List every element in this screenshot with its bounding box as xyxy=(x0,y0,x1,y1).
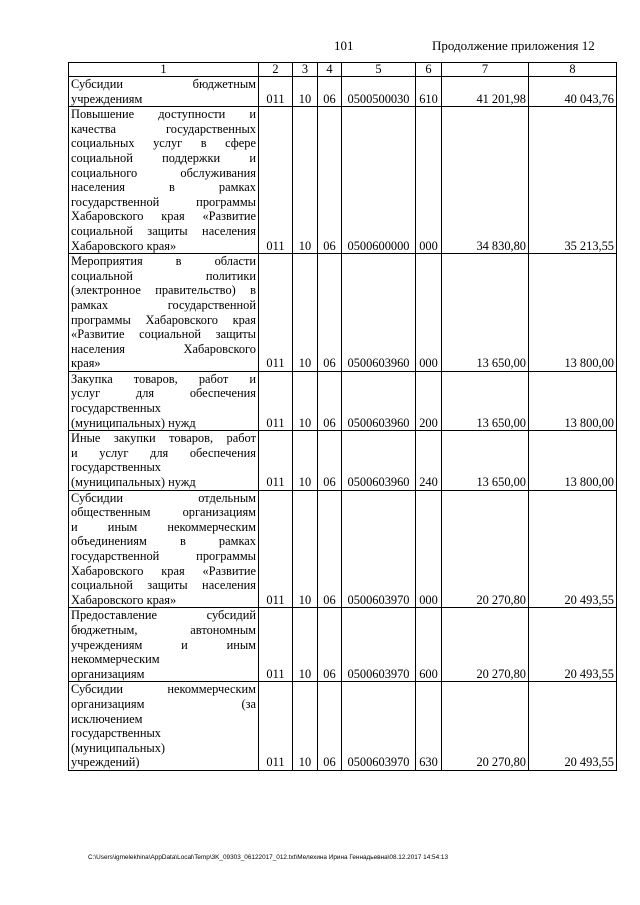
table-row xyxy=(69,107,617,254)
row-name-line: государственных xyxy=(71,401,162,416)
ministry-code-cell: 011 xyxy=(259,682,293,771)
expense-type-cell: 240 xyxy=(416,431,442,490)
row-name-line: социальной политики xyxy=(71,268,256,283)
table-row xyxy=(69,254,617,372)
row-name-line: социальной защиты населения xyxy=(71,223,256,238)
row-name-line: Субсидии бюджетным xyxy=(71,77,256,91)
expense-type-cell: 600 xyxy=(416,608,442,682)
column-header: 2 xyxy=(259,63,293,77)
target-article-cell: 0500603960 xyxy=(342,254,416,372)
row-name-line: и иным некоммерческим xyxy=(71,519,256,534)
row-name-line: общественным организациям xyxy=(71,505,256,520)
row-name-line: Хабаровского края» xyxy=(71,238,177,253)
section-code-cell: 10 xyxy=(293,107,318,254)
row-name-cell xyxy=(69,608,259,682)
subsection-code-cell: 06 xyxy=(318,107,342,254)
expense-type-cell: 000 xyxy=(416,490,442,608)
page-number: 101 xyxy=(334,38,354,53)
table-row xyxy=(69,490,617,608)
row-name-line: (муниципальных) нужд xyxy=(71,475,196,490)
row-name-line: государственной программы xyxy=(71,549,256,563)
amount-year1-cell: 13 650,00 xyxy=(442,371,529,430)
section-code-cell: 10 xyxy=(293,490,318,608)
subsection-code-cell: 06 xyxy=(318,431,342,490)
table-row xyxy=(69,608,617,682)
column-header: 4 xyxy=(318,63,342,77)
row-name-line: учреждений) xyxy=(71,755,140,770)
expense-type-cell: 630 xyxy=(416,682,442,771)
row-name-line: услуг для обеспечения xyxy=(71,386,256,401)
row-name-line: Субсидии некоммерческим xyxy=(71,682,256,697)
amount-year2-cell: 13 800,00 xyxy=(529,254,617,372)
row-name-line: социальной поддержки и xyxy=(71,150,256,165)
target-article-cell: 0500603970 xyxy=(342,608,416,682)
row-name-line: (электронное правительство) в xyxy=(71,283,256,298)
row-name-line: Хабаровского края «Развитие xyxy=(71,563,256,578)
row-name-line: исключением xyxy=(71,711,143,726)
row-name-line: края» xyxy=(71,356,101,371)
row-name-line: Мероприятия в области xyxy=(71,254,256,269)
row-name-cell xyxy=(69,107,259,254)
row-name-cell xyxy=(69,254,259,372)
amount-year1-cell: 20 270,80 xyxy=(442,490,529,608)
target-article-cell: 0500603970 xyxy=(342,490,416,608)
target-article-cell: 0500500030 xyxy=(342,77,416,107)
column-header: 8 xyxy=(529,63,617,77)
row-name-line: Закупка товаров, работ и xyxy=(71,371,256,386)
column-header: 7 xyxy=(442,63,529,77)
amount-year1-cell: 20 270,80 xyxy=(442,682,529,771)
ministry-code-cell: 011 xyxy=(259,608,293,682)
section-code-cell: 10 xyxy=(293,371,318,430)
subsection-code-cell: 06 xyxy=(318,490,342,608)
expense-type-cell: 000 xyxy=(416,107,442,254)
row-name-line: «Развитие социальной защиты xyxy=(71,327,256,342)
expense-type-cell: 200 xyxy=(416,371,442,430)
amount-year1-cell: 41 201,98 xyxy=(442,77,529,107)
amount-year1-cell: 13 650,00 xyxy=(442,431,529,490)
table-header-row xyxy=(69,63,617,77)
amount-year1-cell: 20 270,80 xyxy=(442,608,529,682)
ministry-code-cell: 011 xyxy=(259,107,293,254)
row-name-line: рамках государственной xyxy=(71,297,256,312)
subsection-code-cell: 06 xyxy=(318,254,342,372)
row-name-line: организациям xyxy=(71,666,145,681)
ministry-code-cell: 011 xyxy=(259,254,293,372)
row-name-cell xyxy=(69,371,259,430)
section-code-cell: 10 xyxy=(293,254,318,372)
target-article-cell: 0500603960 xyxy=(342,371,416,430)
row-name-cell xyxy=(69,77,259,107)
target-article-cell: 0500600000 xyxy=(342,107,416,254)
row-name-line: социального обслуживания xyxy=(71,165,256,180)
row-name-line: организациям (за xyxy=(71,696,256,711)
target-article-cell: 0500603960 xyxy=(342,431,416,490)
expense-type-cell: 610 xyxy=(416,77,442,107)
amount-year2-cell: 13 800,00 xyxy=(529,371,617,430)
row-name-line: и услуг для обеспечения xyxy=(71,445,256,460)
file-path-footer: C:\Users\igmelekhina\AppData\Local\Temp\3K_09303_06122017_012.txt\Мелехина Ирина Геннадьевна\08.12.2017 14:54:13 xyxy=(88,854,449,861)
amount-year2-cell: 20 493,55 xyxy=(529,682,617,771)
table-row xyxy=(69,431,617,490)
row-name-line: (муниципальных) нужд xyxy=(71,415,196,430)
row-name-line: некоммерческим xyxy=(71,652,160,667)
section-code-cell: 10 xyxy=(293,608,318,682)
row-name-line: Хабаровского края «Развитие xyxy=(71,209,256,224)
expense-type-cell: 000 xyxy=(416,254,442,372)
appendix-continuation-label: Продолжение приложения 12 xyxy=(432,38,595,53)
amount-year2-cell: 35 213,55 xyxy=(529,107,617,254)
column-header: 5 xyxy=(342,63,416,77)
row-name-line: (муниципальных) xyxy=(71,740,166,755)
amount-year2-cell: 20 493,55 xyxy=(529,490,617,608)
amount-year2-cell: 13 800,00 xyxy=(529,431,617,490)
row-name-line: программы Хабаровского края xyxy=(71,312,256,327)
column-header: 1 xyxy=(69,63,259,77)
amount-year1-cell: 34 830,80 xyxy=(442,107,529,254)
subsection-code-cell: 06 xyxy=(318,682,342,771)
row-name-cell xyxy=(69,490,259,608)
row-name-line: Повышение доступности и xyxy=(71,107,256,122)
table-row xyxy=(69,371,617,430)
row-name-cell xyxy=(69,682,259,771)
row-name-line: населения в рамках xyxy=(71,180,256,195)
ministry-code-cell: 011 xyxy=(259,371,293,430)
row-name-line: бюджетным, автономным xyxy=(71,622,256,637)
table-row xyxy=(69,682,617,771)
row-name-line: социальных услуг в сфере xyxy=(71,136,256,151)
column-header: 3 xyxy=(293,63,318,77)
table-row xyxy=(69,77,617,107)
row-name-line: населения Хабаровского xyxy=(71,341,256,356)
ministry-code-cell: 011 xyxy=(259,77,293,107)
budget-table xyxy=(68,62,617,771)
ministry-code-cell: 011 xyxy=(259,490,293,608)
section-code-cell: 10 xyxy=(293,682,318,771)
row-name-line: учреждениям xyxy=(71,91,143,106)
row-name-line: Субсидии отдельным xyxy=(71,490,256,505)
row-name-line: государственной программы xyxy=(71,194,256,209)
row-name-cell xyxy=(69,431,259,490)
row-name-line: объединениям в рамках xyxy=(71,534,256,549)
row-name-line: социальной защиты населения xyxy=(71,578,256,593)
subsection-code-cell: 06 xyxy=(318,371,342,430)
column-header: 6 xyxy=(416,63,442,77)
target-article-cell: 0500603970 xyxy=(342,682,416,771)
subsection-code-cell: 06 xyxy=(318,608,342,682)
ministry-code-cell: 011 xyxy=(259,431,293,490)
subsection-code-cell: 06 xyxy=(318,77,342,107)
row-name-line: Предоставление субсидий xyxy=(71,608,256,623)
amount-year1-cell: 13 650,00 xyxy=(442,254,529,372)
row-name-line: Иные закупки товаров, работ xyxy=(71,431,256,446)
row-name-line: государственных xyxy=(71,460,162,475)
row-name-line: Хабаровского края» xyxy=(71,592,177,607)
amount-year2-cell: 20 493,55 xyxy=(529,608,617,682)
section-code-cell: 10 xyxy=(293,431,318,490)
amount-year2-cell: 40 043,76 xyxy=(529,77,617,107)
row-name-line: качества государственных xyxy=(71,121,256,136)
section-code-cell: 10 xyxy=(293,77,318,107)
row-name-line: государственных xyxy=(71,726,162,741)
row-name-line: учреждениям и иным xyxy=(71,637,256,652)
